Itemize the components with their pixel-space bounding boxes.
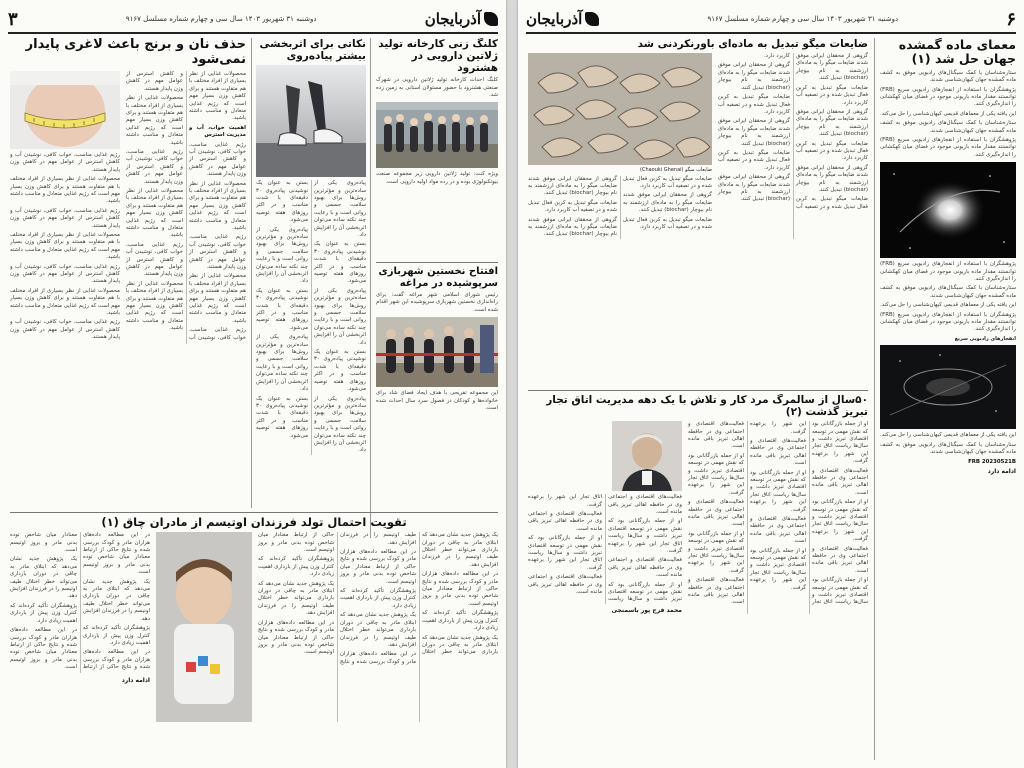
- photo-caption: ضایعات میگو (Chaouki Ghenai): [640, 167, 712, 174]
- ribbon-cutting-photo: [376, 317, 498, 387]
- article-body-continued: ضایعات میگو تبدیل به کربن فعال تبدیل شده و در تصفیه آب کاربرد دارد. گروهی از محققان ایرانی موفق شدند ضایعات میگو را به ماده‌ای ارزشمند به نام بیوچار (biochar) تبدیل کنند. ضایعات میگو تبدیل به کربن فعال تبدیل شده و در تصفیه آب کاربرد دارد. گروهی از محققان ایرانی موفق شدند ضایعات میگو را به ماده‌ای ارزشمند به نام بیوچار (biochar) تبدیل کنند. ضایعات میگو تبدیل به کربن فعال تبدیل شده و در تصفیه آب کاربرد دارد. گروهی از محققان ایرانی موفق شدند ضایعات میگو را به ماده‌ای ارزشمند به نام بیوچار (biochar) تبدیل کنند.: [528, 175, 712, 238]
- article-body-continued: ویژه کنت: تولید ژلاتین دارویی زیر مجموعه صنعت بیوتکنولوژی بوده و در رده مواد اولیه دارویی است.: [376, 171, 498, 185]
- photo-caption: انفجارهای رادیویی سریع: [954, 335, 1016, 342]
- article-headline: معمای ماده گمشده جهان حل شد (۱): [898, 38, 1016, 67]
- article-body-continued: این مجموعه تفریحی با هدف ایجاد فضای شاد برای خانواده‌ها و کودکان در فصول سرد سال احداث شده است.: [376, 390, 498, 412]
- issue-line: دوشنبه ۳۱ شهریور ۱۴۰۳ سال سی و چهارم شماره مسلسل ۹۱۶۷: [125, 15, 317, 23]
- article-body: او از جمله بازرگانانی بود که نقش مهمی در توسعه اقتصادی تبریز داشت و سال‌ها ریاست اتاق تجار این شهر را برعهده گرفت. فعالیت‌های اقتصادی و اجتماعی وی در حافظه اهالی تبریز باقی مانده است. او از جمله بازرگانانی بود که نقش مهمی در توسعه اقتصادی تبریز داشت و سال‌ها ریاست اتاق تجار این شهر را برعهده گرفت. فعالیت‌های اقتصادی و اجتماعی وی در حافظه اهالی تبریز باقی مانده است. او از جمله بازرگانانی بود که نقش مهمی در توسعه اقتصادی تبریز داشت و سال‌ها ریاست اتاق تجار این شهر را برعهده گرفت. فعالیت‌های اقتصادی و اجتماعی وی در حافظه اهالی تبریز باقی مانده است. او از جمله بازرگانانی بود که نقش مهمی در توسعه اقتصادی تبریز داشت و سال‌ها ریاست اتاق تجار این شهر را برعهده گرفت. فعالیت‌های اقتصادی و اجتماعی وی در حافظه اهالی تبریز باقی مانده است. او از جمله بازرگانانی بود که نقش مهمی در توسعه اقتصادی تبریز داشت و سال‌ها ریاست اتاق تجار این شهر را برعهده گرفت. فعالیت‌های اقتصادی و اجتماعی وی در حافظه اهالی تبریز باقی مانده است. او از جمله بازرگانانی بود که نقش مهمی در توسعه اقتصادی تبریز داشت و سال‌ها ریاست اتاق تجار این شهر را برعهده گرفت. فعالیت‌های اقتصادی و اجتماعی وی در حافظه اهالی تبریز باقی مانده است. او از جمله بازرگانانی بود که نقش مهمی در توسعه اقتصادی تبریز داشت و سال‌ها ریاست اتاق تجار این شهر را برعهده گرفت. فعالیت‌های اقتصادی و اجتماعی وی در حافظه اهالی تبریز باقی مانده است.: [688, 421, 868, 606]
- article-body-continued: فعالیت‌های اقتصادی و اجتماعی وی در حافظه اهالی تبریز باقی مانده است. او از جمله بازرگانانی بود که نقش مهمی در توسعه اقتصادی تبریز داشت و سال‌ها ریاست اتاق تجار این شهر را برعهده گرفت. فعالیت‌های اقتصادی و اجتماعی وی در حافظه اهالی تبریز باقی مانده است. او از جمله بازرگانانی بود که نقش مهمی در توسعه اقتصادی تبریز داشت و سال‌ها ریاست اتاق تجار این شهر را برعهده گرفت. فعالیت‌های اقتصادی و اجتماعی وی در حافظه اهالی تبریز باقی مانده است. او از جمله بازرگانانی بود که نقش مهمی در توسعه اقتصادی تبریز داشت و سال‌ها ریاست اتاق تجار این شهر را برعهده گرفت. فعالیت‌های اقتصادی و اجتماعی وی در حافظه اهالی تبریز باقی مانده است.: [528, 494, 682, 603]
- masthead-left: [8, 6, 498, 34]
- article-body: پیاده‌روی یکی از ساده‌ترین و مؤثرترین روش‌ها برای بهبود سلامت جسمی و روانی است و با رعایت چند نکته ساده می‌توان اثربخشی آن را افزایش داد. بستن به عنوان یک نوشیدنی پیاده‌روی ۳۰ دقیقه‌ای با شدت مناسب و در اکثر روزهای هفته توصیه می‌شود. پیاده‌روی یکی از ساده‌ترین و مؤثرترین روش‌ها برای بهبود سلامت جسمی و روانی است و با رعایت چند نکته ساده می‌توان اثربخشی آن را افزایش داد. بستن به عنوان یک نوشیدنی پیاده‌روی ۳۰ دقیقه‌ای با شدت مناسب و در اکثر روزهای هفته توصیه می‌شود. پیاده‌روی یکی از ساده‌ترین و مؤثرترین روش‌ها برای بهبود سلامت جسمی و روانی است و با رعایت چند نکته ساده می‌توان اثربخشی آن را افزایش داد. بستن به عنوان یک نوشیدنی پیاده‌روی ۳۰ دقیقه‌ای با شدت مناسب و در اکثر روزهای هفته توصیه می‌شود. پیاده‌روی یکی از ساده‌ترین و مؤثرترین روش‌ها برای بهبود سلامت جسمی و روانی است و با رعایت چند نکته ساده می‌توان اثربخشی آن را افزایش داد. بستن به عنوان یک نوشیدنی پیاده‌روی ۳۰ دقیقه‌ای با شدت مناسب و در اکثر روزهای هفته توصیه می‌شود. پیاده‌روی یکی از ساده‌ترین و مؤثرترین روش‌ها برای بهبود سلامت جسمی و روانی است و با رعایت چند نکته ساده می‌توان اثربخشی آن را افزایش داد. بستن به عنوان یک نوشیدنی پیاده‌روی ۳۰ دقیقه‌ای با شدت مناسب و در اکثر روزهای هفته توصیه می‌شود.: [256, 180, 366, 454]
- article-shrimp-waste: [528, 38, 868, 384]
- radio-burst-image: [880, 162, 1016, 258]
- shrimp-photo: [528, 53, 712, 165]
- child-playing-image: [156, 532, 252, 722]
- logo-mark-icon: [484, 12, 498, 26]
- article-bread-rice: [10, 38, 246, 508]
- article-gelatin-factory: [376, 38, 498, 260]
- article-headline: تقویت احتمال تولد فرزندان اوتیسم از مادران چاق (۱): [101, 516, 407, 529]
- walking-shoes-image: [256, 65, 366, 177]
- radio-telescope-image: [880, 345, 1016, 429]
- article-headline: ضایعات میگو تبدیل به ماده‌ای باورنکردنی شد: [637, 38, 868, 50]
- article-walking: [256, 38, 366, 508]
- telescope-photo: [880, 345, 1016, 429]
- article-body-end: این یافته یکی از معماهای قدیمی کیهان‌شناسی را حل می‌کند. ستاره‌شناسان با کمک سیگنال‌های رادیویی موفق به کشف ماده گمشده جهان کیهان‌شناسی شدند. FRB 20230521B: [880, 432, 1016, 465]
- article-headline: کلنگ زنی کارخانه تولید ژلاتین دارویی در هشترود: [378, 38, 498, 75]
- issue-line: دوشنبه ۳۱ شهریور ۱۴۰۳ سال سی و چهارم شماره مسلسل ۹۱۶۷: [707, 15, 899, 23]
- newspaper-logo: آذربایجان: [526, 10, 599, 28]
- continued-label: ادامه دارد: [121, 676, 150, 684]
- page-number: ۳: [8, 8, 18, 30]
- newspaper-logo: آذربایجان: [425, 10, 498, 28]
- page-right: [518, 0, 1024, 768]
- article-tabriz-merchant: [528, 394, 868, 760]
- measuring-tape-photo: [10, 71, 120, 149]
- section-rule: [376, 262, 498, 263]
- article-headline: افتتاح نخستین شهربازی سرپوشیده در مراغه: [378, 266, 498, 289]
- column-rule: [251, 38, 252, 508]
- measuring-waist-image: [10, 71, 120, 149]
- article-missing-matter: [880, 38, 1016, 760]
- logo-mark-icon: [585, 12, 599, 26]
- column-rule: [370, 38, 371, 538]
- masthead-right: [526, 6, 1016, 34]
- article-body: کلنگ احداث کارخانه تولید ژلاتین دارویی در شهرک صنعتی هشترود با حضور مسئولان استانی به زمین زده شد.: [376, 77, 498, 98]
- article-headline: حذف نان و برنج باعث لاغری پایدار نمی‌شود: [25, 38, 246, 67]
- article-autism: [10, 516, 498, 760]
- article-headline: نکاتی برای اثربخشی بیشتر پیاده‌روی: [259, 38, 366, 63]
- child-photo: [156, 532, 252, 722]
- article-body: ستاره‌شناسان با کمک سیگنال‌های رادیویی موفق به کشف ماده گمشده جهان کیهان‌شناسی شدند. پژوهشگران با استفاده از انفجارهای رادیویی سریع (FRB) توانستند مقدار ماده باریونی موجود در فضای میان کهکشانی را اندازه‌گیری کنند. این یافته یکی از معماهای قدیمی کیهان‌شناسی را حل می‌کند. ستاره‌شناسان با کمک سیگنال‌های رادیویی موفق به کشف ماده گمشده جهان کیهان‌شناسی شدند. پژوهشگران با استفاده از انفجارهای رادیویی سریع (FRB) توانستند مقدار ماده باریونی موجود در فضای میان کهکشانی را اندازه‌گیری کنند.: [880, 69, 1016, 158]
- section-rule: [528, 390, 868, 391]
- article-body: محصولات غذایی از نظر بسیاری از افراد مختلف با هم متفاوت هستند و برای کاهش وزن بسیار مهم است که رژیم غذایی متعادل و مناسب داشته باشید. اهمیت خواب، آب و مدیریت استرس رژیم غذایی مناسب، خواب کافی، نوشیدن آب و کاهش استرس از عوامل مهم در کاهش وزن پایدار هستند. محصولات غذایی از نظر بسیاری از افراد مختلف با هم متفاوت هستند و برای کاهش وزن بسیار مهم است که رژیم غذایی متعادل و مناسب داشته باشید. رژیم غذایی مناسب، خواب کافی، نوشیدن آب و کاهش استرس از عوامل مهم در کاهش وزن پایدار هستند. محصولات غذایی از نظر بسیاری از افراد مختلف با هم متفاوت هستند و برای کاهش وزن بسیار مهم است که رژیم غذایی متعادل و مناسب داشته باشید. رژیم غذایی مناسب، خواب کافی، نوشیدن آب و کاهش استرس از عوامل مهم در کاهش وزن پایدار هستند. محصولات غذایی از نظر بسیاری از افراد مختلف با هم متفاوت هستند و برای کاهش وزن بسیار مهم است که رژیم غذایی متعادل و مناسب داشته باشید. رژیم غذایی مناسب، خواب کافی، نوشیدن آب و کاهش استرس از عوامل مهم در کاهش وزن پایدار هستند. محصولات غذایی از نظر بسیاری از افراد مختلف با هم متفاوت هستند و برای کاهش وزن بسیار مهم است که رژیم غذایی متعادل و مناسب داشته باشید. رژیم غذایی مناسب، خواب کافی، نوشیدن آب و کاهش استرس از عوامل مهم در کاهش وزن پایدار هستند. محصولات غذایی از نظر بسیاری از افراد مختلف با هم متفاوت هستند و برای کاهش وزن بسیار مهم است که رژیم غذایی متعادل و مناسب داشته باشید.: [126, 70, 246, 341]
- article-body-continued: رژیم غذایی مناسب، خواب کافی، نوشیدن آب و کاهش استرس از عوامل مهم در کاهش وزن پایدار هستند. محصولات غذایی از نظر بسیاری از افراد مختلف با هم متفاوت هستند و برای کاهش وزن بسیار مهم است که رژیم غذایی متعادل و مناسب داشته باشید. رژیم غذایی مناسب، خواب کافی، نوشیدن آب و کاهش استرس از عوامل مهم در کاهش وزن پایدار هستند. محصولات غذایی از نظر بسیاری از افراد مختلف با هم متفاوت هستند و برای کاهش وزن بسیار مهم است که رژیم غذایی متعادل و مناسب داشته باشید. رژیم غذایی مناسب، خواب کافی، نوشیدن آب و کاهش استرس از عوامل مهم در کاهش وزن پایدار هستند. محصولات غذایی از نظر بسیاری از افراد مختلف با هم متفاوت هستند و برای کاهش وزن بسیار مهم است که رژیم غذایی متعادل و مناسب داشته باشید. رژیم غذایی مناسب، خواب کافی، نوشیدن آب و کاهش استرس از عوامل مهم در کاهش وزن پایدار هستند.: [10, 151, 120, 341]
- merchant-portrait-image: [612, 421, 682, 491]
- page-number: ۶: [1006, 8, 1016, 30]
- factory-ceremony-image: [376, 102, 498, 168]
- column-rule: [874, 38, 875, 760]
- article-amusement-park: [376, 262, 498, 512]
- article-body-continued: پژوهشگران با استفاده از انفجارهای رادیویی سریع (FRB) توانستند مقدار ماده باریونی موجود در فضای میان کهکشانی را اندازه‌گیری کنند. ستاره‌شناسان با کمک سیگنال‌های رادیویی موفق به کشف ماده گمشده جهان کیهان‌شناسی شدند. این یافته یکی از معماهای قدیمی کیهان‌شناسی را حل می‌کند. پژوهشگران با استفاده از انفجارهای رادیویی سریع (FRB) توانستند مقدار ماده باریونی موجود در فضای میان کهکشانی را اندازه‌گیری کنند.: [880, 261, 1016, 333]
- walking-photo: [256, 65, 366, 177]
- continued-label: ادامه دارد: [987, 468, 1016, 475]
- article-body-continued: در این مطالعه داده‌های هزاران مادر و کودک بررسی شده و نتایج حاکی از ارتباط معنادار میان شاخص توده بدنی مادر و بروز اوتیسم است. یک پژوهش جدید نشان می‌دهد که ابتلای مادر به چاقی در دوران بارداری می‌تواند خطر اختلال طیف اوتیسم را در فرزندان افزایش دهد. پژوهشگران تأکید کرده‌اند که کنترل وزن پیش از بارداری اهمیت زیادی دارد. در این مطالعه داده‌های هزاران مادر و کودک بررسی شده و نتایج حاکی از ارتباط معنادار میان شاخص توده بدنی مادر و بروز اوتیسم است. یک پژوهش جدید نشان می‌دهد که ابتلای مادر به چاقی در دوران بارداری می‌تواند خطر اختلال طیف اوتیسم را در فرزندان افزایش دهد. پژوهشگران تأکید کرده‌اند که کنترل وزن پیش از بارداری اهمیت زیادی دارد. در این مطالعه داده‌های هزاران مادر و کودک بررسی شده و نتایج حاکی از ارتباط معنادار میان شاخص توده بدنی مادر و بروز اوتیسم است.: [10, 532, 150, 671]
- article-headline: ۵۰سال از سالمرگ مرد کار و تلاش با یک دهه مدیریت اتاق تجار تبریز گذشت (۲): [546, 394, 868, 419]
- article-body: یک پژوهش جدید نشان می‌دهد که ابتلای مادر به چاقی در دوران بارداری می‌تواند خطر اختلال طیف اوتیسم را در فرزندان افزایش دهد. در این مطالعه داده‌های هزاران مادر و کودک بررسی شده و نتایج حاکی از ارتباط معنادار میان شاخص توده بدنی مادر و بروز اوتیسم است. پژوهشگران تأکید کرده‌اند که کنترل وزن پیش از بارداری اهمیت زیادی دارد. یک پژوهش جدید نشان می‌دهد که ابتلای مادر به چاقی در دوران بارداری می‌تواند خطر اختلال طیف اوتیسم را در فرزندان افزایش دهد. در این مطالعه داده‌های هزاران مادر و کودک بررسی شده و نتایج حاکی از ارتباط معنادار میان شاخص توده بدنی مادر و بروز اوتیسم است. پژوهشگران تأکید کرده‌اند که کنترل وزن پیش از بارداری اهمیت زیادی دارد. یک پژوهش جدید نشان می‌دهد که ابتلای مادر به چاقی در دوران بارداری می‌تواند خطر اختلال طیف اوتیسم را در فرزندان افزایش دهد. در این مطالعه داده‌های هزاران مادر و کودک بررسی شده و نتایج حاکی از ارتباط معنادار میان شاخص توده بدنی مادر و بروز اوتیسم است. پژوهشگران تأکید کرده‌اند که کنترل وزن پیش از بارداری اهمیت زیادی دارد. یک پژوهش جدید نشان می‌دهد که ابتلای مادر به چاقی در دوران بارداری می‌تواند خطر اختلال طیف اوتیسم را در فرزندان افزایش دهد. در این مطالعه داده‌های هزاران مادر و کودک بررسی شده و نتایج حاکی از ارتباط معنادار میان شاخص توده بدنی مادر و بروز اوتیسم است.: [258, 532, 498, 665]
- article-body: رئیس شورای اسلامی شهر مراغه گفت: برای راه‌اندازی نخستین شهربازی سرپوشیده این شهر اقدام شده است.: [376, 292, 498, 313]
- article-body: گروهی از محققان ایرانی موفق شدند ضایعات میگو را به ماده‌ای ارزشمند به نام بیوچار (biochar) تبدیل کنند. ضایعات میگو تبدیل به کربن فعال تبدیل شده و در تصفیه آب کاربرد دارد. گروهی از محققان ایرانی موفق شدند ضایعات میگو را به ماده‌ای ارزشمند به نام بیوچار (biochar) تبدیل کنند. ضایعات میگو تبدیل به کربن فعال تبدیل شده و در تصفیه آب کاربرد دارد. گروهی از محققان ایرانی موفق شدند ضایعات میگو را به ماده‌ای ارزشمند به نام بیوچار (biochar) تبدیل کنند. ضایعات میگو تبدیل به کربن فعال تبدیل شده و در تصفیه آب کاربرد دارد. گروهی از محققان ایرانی موفق شدند ضایعات میگو را به ماده‌ای ارزشمند به نام بیوچار (biochar) تبدیل کنند. ضایعات میگو تبدیل به کربن فعال تبدیل شده و در تصفیه آب کاربرد دارد. گروهی از محققان ایرانی موفق شدند ضایعات میگو را به ماده‌ای ارزشمند به نام بیوچار (biochar) تبدیل کنند. ضایعات میگو تبدیل به کربن فعال تبدیل شده و در تصفیه آب کاربرد دارد. گروهی از محققان ایرانی موفق شدند ضایعات میگو را به ماده‌ای ارزشمند به نام بیوچار (biochar) تبدیل کنند.: [718, 53, 868, 210]
- page-left: [0, 0, 506, 768]
- shrimp-pile-image: [528, 53, 712, 165]
- ribbon-cutting-image: [376, 317, 498, 387]
- author-byline: محمد فرج پور باسمنجی: [611, 606, 682, 614]
- portrait-photo: [612, 421, 682, 491]
- galaxy-photo: [880, 162, 1016, 258]
- factory-photo: [376, 102, 498, 168]
- section-rule: [10, 512, 498, 513]
